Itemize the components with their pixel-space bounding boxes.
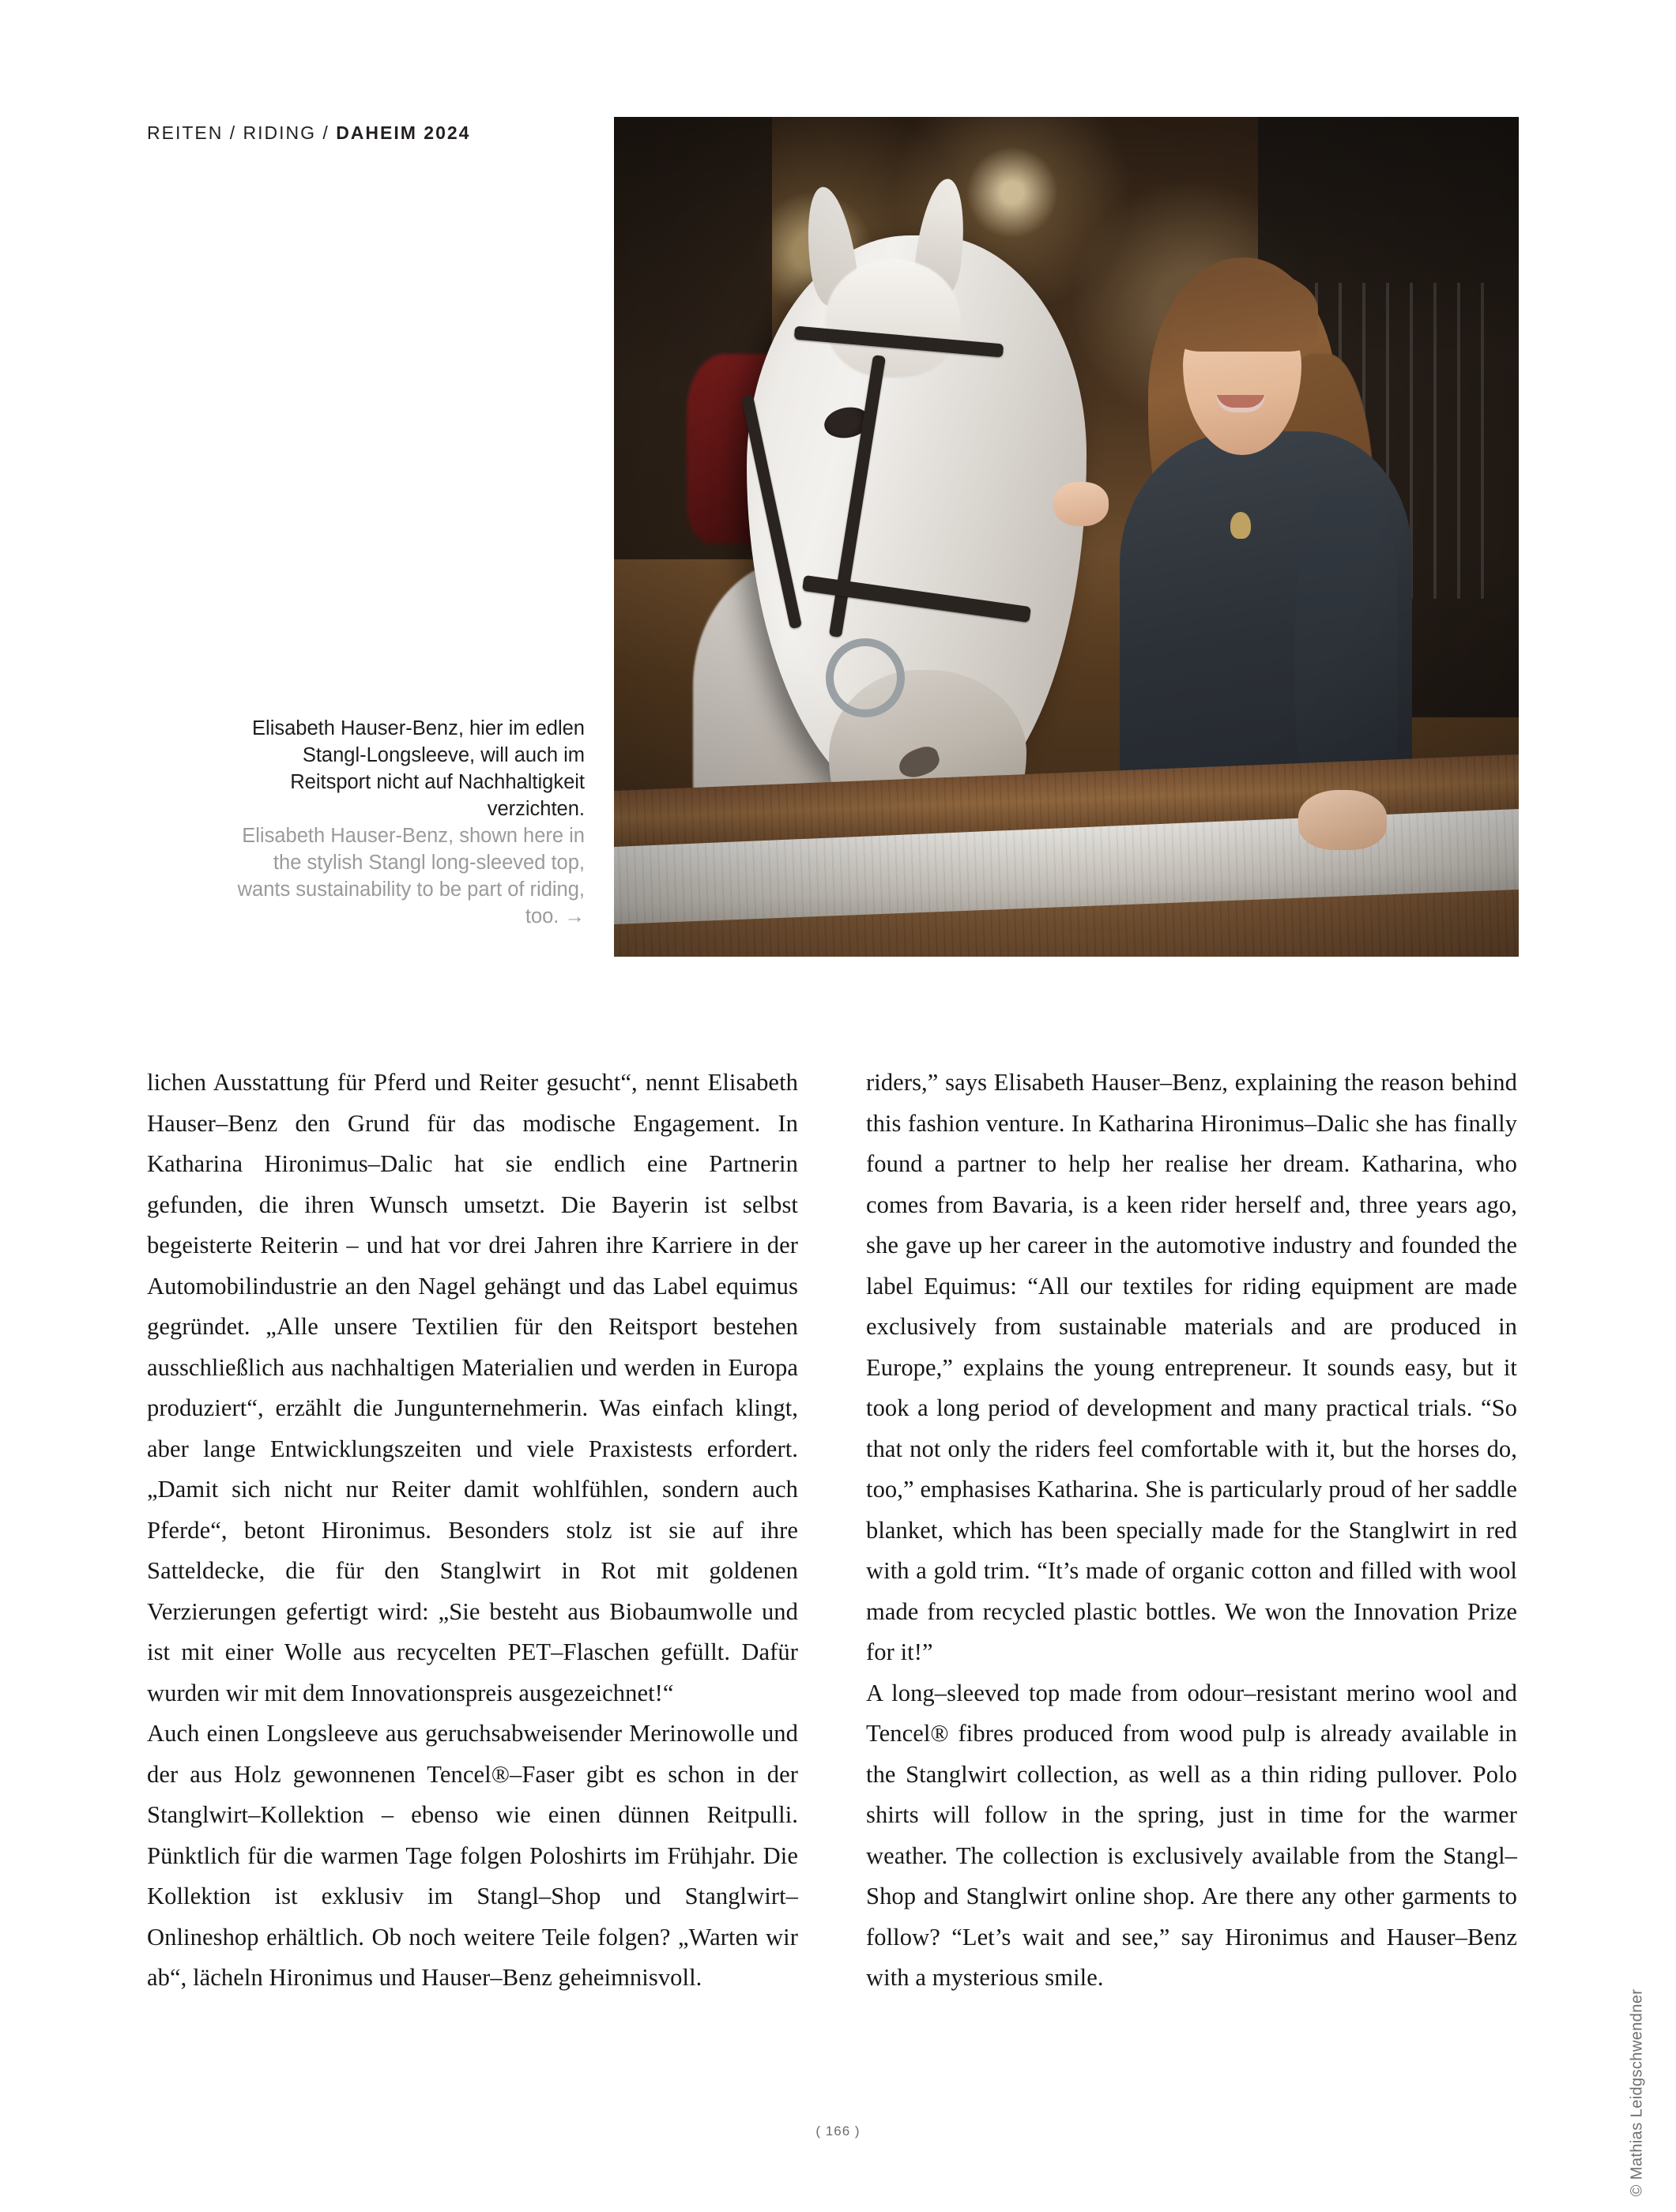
running-head-section: REITEN / RIDING / bbox=[147, 122, 337, 143]
photo-background bbox=[614, 117, 1519, 957]
woman-hand-on-rail bbox=[1298, 790, 1387, 850]
running-head-issue: DAHEIM 2024 bbox=[336, 122, 471, 143]
running-head bbox=[147, 122, 470, 144]
photo-credit: © Mathias Leidgschwendner bbox=[1629, 1988, 1646, 2197]
woman-hair-front bbox=[1172, 269, 1318, 352]
article-photo bbox=[614, 117, 1519, 957]
caption-english bbox=[237, 822, 585, 930]
paragraph: riders,” says Elisabeth Hauser–Benz, explaining the reason behind this fashion venture. In Katharina Hironimus–Dalic she has finally found a partner to help her realise her dream. Katharina, who comes from Bavaria, is a keen rider herself and, three years ago, she gave up her career in the automotive industry and founded the label Equimus: “All our textiles for riding equipment are made exclusively from sustainable materials and are produced in Europe,” explains the young entrepreneur. It sounds easy, but it took a long period of development and many practical trials. “So that not only the riders feel comfortable with it, but the horses do, too,” emphasises Katharina. She is particularly proud of her saddle blanket, which has been specially made for the Stanglwirt in red with a gold trim. “It’s made of organic cotton and filled with wool made from recycled plastic bottles. We won the Innovation Prize for it!” bbox=[866, 1069, 1517, 1665]
body-column-german bbox=[147, 1063, 798, 1999]
paragraph: lichen Ausstattung für Pferd und Reiter gesucht“, nennt Elisabeth Hauser–Benz den Grund für das modische Engagement. In Katharina Hironimus–Dalic hat sie endlich eine Partnerin gefunden, die ihren Wunsch umsetzt. Die Bayerin ist selbst begeisterte Reiterin – und hat vor drei Jahren ihre Karriere in der Automobilindustrie an den Nagel gehängt und das Label equimus gegründet. „Alle unsere Textilien für den Reitsport bestehen ausschließlich aus nachhaltigen Materialien und werden in Europa produziert“, erzählt die Jungunternehmerin. Was einfach klingt, aber lange Entwicklungszeiten und viele Praxistests erfordert. „Damit sich nicht nur Reiter damit wohlfühlen, sondern auch Pferde“, betont Hironimus. Besonders stolz ist sie auf ihre Satteldecke, die für den Stanglwirt in Rot mit goldenen Verzierungen gefertigt wird: „Sie besteht aus Biobaumwolle und ist mit einer Wolle aus recycelten PET–Flaschen gefüllt. Dafür wurden wir mit dem Innovationspreis ausgezeichnet!“ bbox=[147, 1069, 798, 1706]
page-number: ( 166 ) bbox=[815, 2124, 861, 2139]
paragraph: Auch einen Longsleeve aus geruchsabweisender Merinowolle und der aus Holz gewonnenen Tencel®–Faser gibt es schon in der Stanglwirt–Kollektion – ebenso wie einen dünnen Reitpulli. Pünktlich für die warmen Tage folgen Poloshirts im Frühjahr. Die Kollektion ist exklusiv im Stangl–Shop und Stanglwirt–Onlineshop erhältlich. Ob noch weitere Teile folgen? „Warten wir ab“, lächeln Hironimus und Hauser–Benz geheimnisvoll. bbox=[147, 1720, 798, 1991]
caption-english-text: Elisabeth Hauser-Benz, shown here in the stylish Stangl long-sleeved top, wants sustainability to be part of riding, too. bbox=[237, 825, 585, 927]
caption-german: Elisabeth Hauser-Benz, hier im edlen Stangl-Longsleeve, will auch im Reitsport nicht auf Nachhaltigkeit verzichten. bbox=[252, 717, 585, 820]
photo-caption bbox=[237, 715, 585, 930]
paragraph: A long–sleeved top made from odour–resistant merino wool and Tencel® fibres produced from wood pulp is already available in the Stanglwirt collection, as well as a thin riding pullover. Polo shirts will follow in the spring, just in time for the warmer weather. The collection is exclusively available from the Stangl–Shop and Stanglwirt online shop. Are there any other garments to follow? “Let’s wait and see,” say Hironimus and Hauser–Benz with a mysterious smile. bbox=[866, 1679, 1517, 1991]
horse-forelock bbox=[826, 259, 960, 378]
woman-hand-on-horse bbox=[1053, 482, 1109, 526]
brand-logo-embroidery bbox=[1230, 512, 1251, 539]
body-column-english bbox=[866, 1063, 1517, 1999]
arrow-right-icon: → bbox=[564, 905, 585, 927]
bit-ring bbox=[826, 638, 905, 717]
